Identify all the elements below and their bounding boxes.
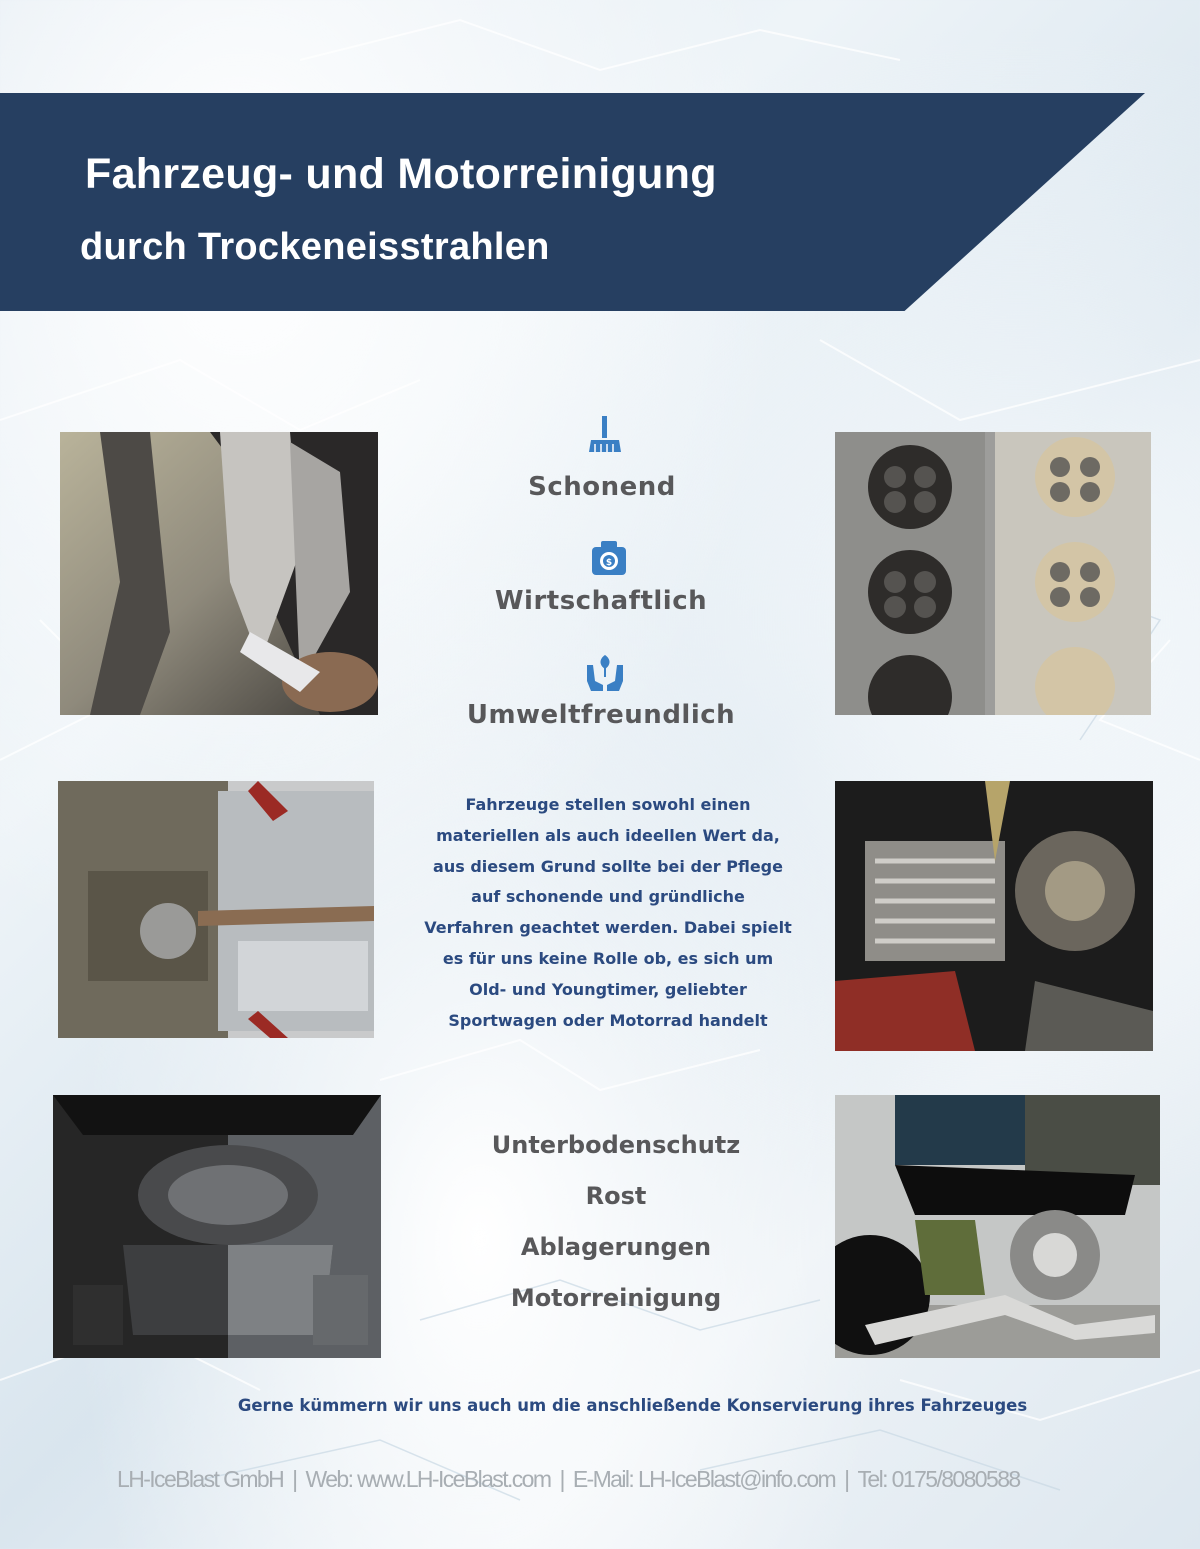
- photo-engine-closeup: [835, 781, 1153, 1051]
- service-motorreinigung: Motorreinigung: [510, 1284, 722, 1312]
- page-subtitle: durch Trockeneisstrahlen: [80, 226, 550, 268]
- camera-money-icon: [589, 537, 629, 581]
- feature-label-schonend: Schonend: [528, 472, 676, 502]
- footer-company: LH-IceBlast GmbH: [117, 1466, 284, 1492]
- broom-icon: [585, 414, 625, 458]
- feature-label-umweltfreundlich: Umweltfreundlich: [466, 700, 736, 730]
- photo-motorcycle: [835, 1095, 1160, 1358]
- hands-plant-icon: [585, 651, 625, 695]
- photo-cylinder-heads: [835, 432, 1151, 715]
- service-ablagerungen: Ablagerungen: [520, 1233, 712, 1261]
- description-line: Verfahren geachtet werden. Dabei spielt: [424, 918, 792, 938]
- description-line: Sportwagen oder Motorrad handelt: [448, 1010, 768, 1030]
- description-line: Old- und Youngtimer, geliebter: [469, 979, 747, 999]
- photo-underbody-exhaust: [58, 781, 374, 1038]
- photo-underbody-blasting: [60, 432, 378, 715]
- footer-phone[interactable]: Tel: 0175/8080588: [857, 1466, 1020, 1492]
- photo-engine-bay: [53, 1095, 381, 1358]
- service-rost: Rost: [585, 1182, 647, 1210]
- footer-contact: [117, 1466, 1127, 1493]
- feature-label-wirtschaftlich: Wirtschaftlich: [494, 586, 708, 616]
- footer-web-link[interactable]: Web: www.LH-IceBlast.com: [305, 1466, 551, 1492]
- footer-separator: |: [559, 1466, 564, 1492]
- description-text: [412, 790, 804, 1036]
- description-line: auf schonende und gründliche: [471, 887, 745, 907]
- description-line: aus diesem Grund sollte bei der Pflege: [433, 856, 783, 876]
- footer-email-link[interactable]: E-Mail: LH-IceBlast@info.com: [572, 1466, 836, 1492]
- service-unterbodenschutz: Unterbodenschutz: [491, 1131, 741, 1159]
- description-line: es für uns keine Rolle ob, es sich um: [442, 948, 774, 968]
- page-title: Fahrzeug- und Motorreinigung: [85, 150, 717, 198]
- footer-separator: |: [292, 1466, 297, 1492]
- conservation-note: Gerne kümmern wir uns auch um die anschließende Konservierung ihres Fahrzeuges: [237, 1396, 1028, 1415]
- svg-text:$: $: [605, 558, 613, 568]
- description-line: materiellen als auch ideellen Wert da,: [436, 825, 780, 845]
- description-line: Fahrzeuge stellen sowohl einen: [465, 795, 751, 814]
- footer-separator: |: [844, 1466, 849, 1492]
